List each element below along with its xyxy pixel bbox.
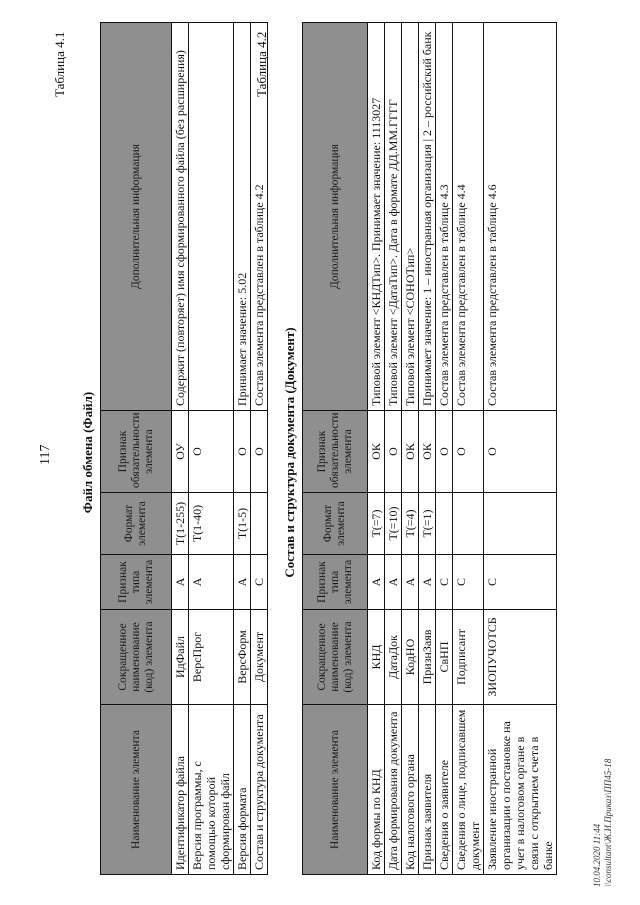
table-cell: С bbox=[436, 555, 453, 610]
table-cell: Типовой элемент <КНДТип>. Принимает значение: 1113027 bbox=[368, 23, 385, 411]
table-cell: А bbox=[368, 555, 385, 610]
table-cell: T(=1) bbox=[419, 493, 436, 555]
table-cell: ВерсПрог bbox=[189, 610, 234, 705]
table1 bbox=[100, 22, 268, 875]
table-cell: Версия формата bbox=[234, 705, 251, 875]
table-cell: Состав элемента представлен в таблице 4.4 bbox=[453, 23, 484, 411]
table-cell: Код формы по КНД bbox=[368, 705, 385, 875]
table-row bbox=[402, 23, 419, 875]
table-cell: Типовой элемент <ДатаТип>. Дата в формате ДД.ММ.ГГГГ bbox=[385, 23, 402, 411]
table-row bbox=[251, 23, 268, 875]
table-row bbox=[385, 23, 402, 875]
table1-header-cell: Сокращенное наименование (код) элемента bbox=[101, 610, 172, 705]
table-cell: Версия программы, с помощью которой сформирован файл bbox=[189, 705, 234, 875]
table-cell: Сведения о заявителе bbox=[436, 705, 453, 875]
table2-title: Состав и структура документа (Документ) bbox=[282, 327, 297, 578]
table-cell: Идентификатор файла bbox=[172, 705, 189, 875]
table-cell: T(1-40) bbox=[189, 493, 234, 555]
table-cell: О bbox=[234, 411, 251, 493]
table-cell: ИдФайл bbox=[172, 610, 189, 705]
table-row bbox=[234, 23, 251, 875]
table-cell: Состав элемента представлен в таблице 4.2 bbox=[251, 23, 268, 411]
table-cell: Дата формирования документа bbox=[385, 705, 402, 875]
table2-header-cell: Признак обязательности элемента bbox=[303, 411, 368, 493]
table1-header-cell: Признак обязательности элемента bbox=[101, 411, 172, 493]
page-number: 117 bbox=[38, 444, 53, 465]
table-cell: Состав элемента представлен в таблице 4.3 bbox=[436, 23, 453, 411]
table1-header-cell: Дополнительная информация bbox=[101, 23, 172, 411]
table-cell: А bbox=[385, 555, 402, 610]
table-cell bbox=[189, 23, 234, 411]
table1-header-cell: Наименование элемента bbox=[101, 705, 172, 875]
table2-header-cell: Формат элемента bbox=[303, 493, 368, 555]
table-cell: Сведения о лице, подписавшем документ bbox=[453, 705, 484, 875]
table-cell: Заявление иностранной организации о постановке на учет в налоговом органе в связи с открытием счета в банке bbox=[484, 705, 557, 875]
table-cell: Состав элемента представлен в таблице 4.6 bbox=[484, 23, 557, 411]
table-cell: КНД bbox=[368, 610, 385, 705]
table-cell: А bbox=[172, 555, 189, 610]
table-cell bbox=[251, 493, 268, 555]
table-cell: Документ bbox=[251, 610, 268, 705]
table-cell: А bbox=[189, 555, 234, 610]
table-cell bbox=[436, 493, 453, 555]
table-cell: ДатаДок bbox=[385, 610, 402, 705]
table-cell: ПризнЗаяв bbox=[419, 610, 436, 705]
table-cell bbox=[453, 493, 484, 555]
table-cell: ОУ bbox=[172, 411, 189, 493]
table-cell: О bbox=[436, 411, 453, 493]
table-cell: T(=4) bbox=[402, 493, 419, 555]
footer-stamp bbox=[592, 759, 614, 887]
table-cell: T(1-5) bbox=[234, 493, 251, 555]
table-cell: T(=7) bbox=[368, 493, 385, 555]
table-cell bbox=[484, 493, 557, 555]
table-cell: ЗИОПУЧОТСБ bbox=[484, 610, 557, 705]
table-cell: Код налогового органа bbox=[402, 705, 419, 875]
table-cell: Принимает значение: 5.02 bbox=[234, 23, 251, 411]
table-cell: ОК bbox=[419, 411, 436, 493]
table-row bbox=[419, 23, 436, 875]
table2 bbox=[302, 22, 557, 875]
table2-header-cell: Дополнительная информация bbox=[303, 23, 368, 411]
table1-title: Файл обмена (Файл) bbox=[80, 391, 95, 514]
table-cell: С bbox=[453, 555, 484, 610]
table-cell: О bbox=[251, 411, 268, 493]
table2-header-cell: Признак типа элемента bbox=[303, 555, 368, 610]
table1-header-cell: Формат элемента bbox=[101, 493, 172, 555]
table-cell: ОК bbox=[402, 411, 419, 493]
table-cell: А bbox=[402, 555, 419, 610]
table-cell: Подписант bbox=[453, 610, 484, 705]
table-cell: О bbox=[189, 411, 234, 493]
table1-label: Таблица 4.1 bbox=[52, 31, 67, 97]
table-cell: Содержит (повторяет) имя сформированного файла (без расширения) bbox=[172, 23, 189, 411]
table2-header-cell: Наименование элемента bbox=[303, 705, 368, 875]
table-row bbox=[189, 23, 234, 875]
table-cell: А bbox=[419, 555, 436, 610]
table-cell: А bbox=[234, 555, 251, 610]
table-cell: О bbox=[385, 411, 402, 493]
table-row bbox=[368, 23, 385, 875]
table-row bbox=[484, 23, 557, 875]
footer-date: 10.04.2020 11:44 bbox=[592, 823, 602, 887]
table-cell: ОК bbox=[368, 411, 385, 493]
table-cell: Принимает значение: 1 – иностранная организация | 2 – российский банк bbox=[419, 23, 436, 411]
table-cell: Типовой элемент <СОНОТип> bbox=[402, 23, 419, 411]
table-row bbox=[453, 23, 484, 875]
table-cell: С bbox=[484, 555, 557, 610]
table-cell: T(=10) bbox=[385, 493, 402, 555]
table-cell: Признак заявителя bbox=[419, 705, 436, 875]
table-cell: О bbox=[484, 411, 557, 493]
table2-label: Таблица 4.2 bbox=[254, 31, 269, 97]
table2-header-row bbox=[303, 23, 368, 875]
table-cell: T(1-255) bbox=[172, 493, 189, 555]
table-cell: СвНП bbox=[436, 610, 453, 705]
footer-path: \\consultant\Ж.И.Приказ\ПП45-18 bbox=[603, 758, 613, 887]
table-cell: КодНО bbox=[402, 610, 419, 705]
table-row bbox=[436, 23, 453, 875]
table-cell: Состав и структура документа bbox=[251, 705, 268, 875]
table-cell: О bbox=[453, 411, 484, 493]
table2-header-cell: Сокращенное наименование (код) элемента bbox=[303, 610, 368, 705]
table-row bbox=[172, 23, 189, 875]
table1-header-cell: Признак типа элемента bbox=[101, 555, 172, 610]
table-cell: С bbox=[251, 555, 268, 610]
table-cell: ВерсФорм bbox=[234, 610, 251, 705]
table1-header-row bbox=[101, 23, 172, 875]
